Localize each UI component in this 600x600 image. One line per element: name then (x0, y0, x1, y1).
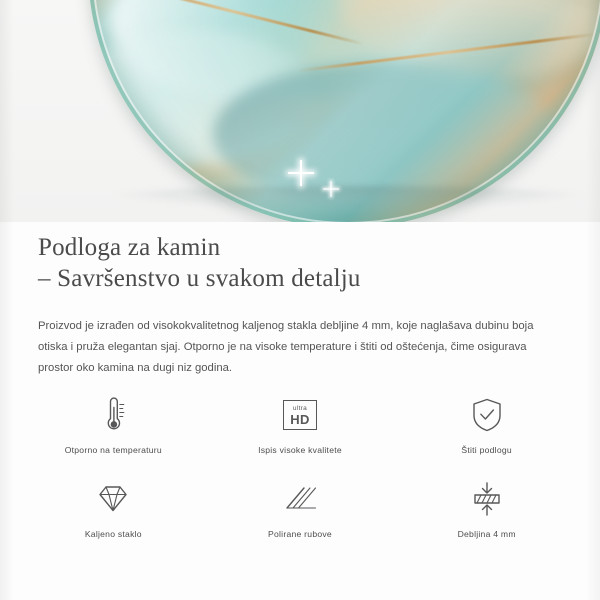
feature-label: Kaljeno staklo (84, 529, 142, 539)
ultra-hd-badge-bottom: HD (290, 411, 310, 427)
headline-line-1: Podloga za kamin (38, 234, 221, 261)
feature-label: Ispis visoke kvalitete (258, 445, 342, 455)
diamond-icon (93, 476, 133, 522)
ultra-hd-icon (283, 392, 317, 438)
polished-edges-icon (280, 476, 320, 522)
feature-item-print-quality (207, 392, 394, 470)
feature-label: Debljina 4 mm (457, 529, 516, 539)
feature-item-protection (393, 392, 580, 470)
text-block (38, 232, 566, 379)
hero-image (0, 0, 600, 222)
ultra-hd-badge-top: ultra (292, 404, 308, 412)
feature-item-polished-edges (207, 476, 394, 554)
feature-label: Polirane rubove (268, 529, 332, 539)
description-paragraph: Proizvod je izrađen od visokokvalitetnog kaljenog stakla debljine 4 mm, koje naglašava dubinu boja otiska i pruža elegantan sjaj. Otporno je na visoke temperature i štiti od oštećenja, čime osigurava prostor oko kamina na dugi niz godina. (38, 320, 534, 374)
page-title (38, 232, 566, 294)
feature-item-tempered-glass (20, 476, 207, 554)
headline-line-2: – Savršenstvo u svakom detalju (38, 265, 361, 292)
feature-grid (20, 392, 580, 554)
page-edge-shade-right (586, 0, 600, 600)
feature-label: Otporno na temperaturu (64, 445, 162, 455)
page-edge-shade-left (0, 0, 14, 600)
shield-check-icon (469, 392, 505, 438)
thermometer-icon (96, 392, 130, 438)
drop-shadow (92, 186, 600, 212)
feature-item-thickness (393, 476, 580, 554)
feature-label: Štiti podlogu (461, 445, 512, 455)
feature-item-temperature (20, 392, 207, 470)
thickness-arrows-icon (467, 476, 507, 522)
